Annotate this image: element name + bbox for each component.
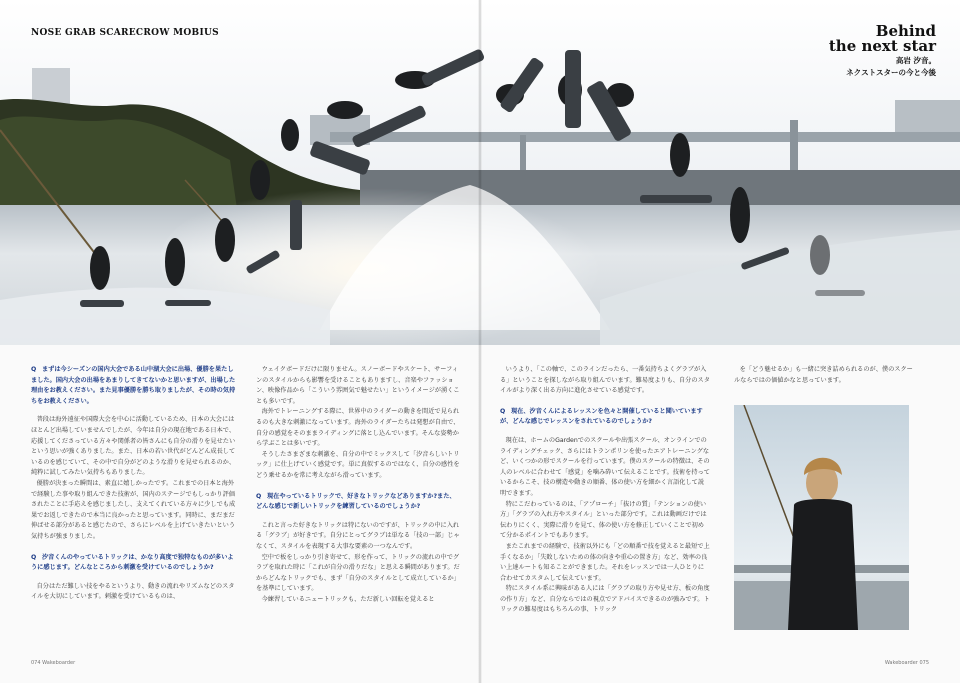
answer-paragraph: 優勝が決まった瞬間は、素直に嬉しかったです。これまでの日本と海外で経験した事や取り組んできた技術が、国内のステージでもしっかり評価されたことに手応えを感じましたし、支えてくれている方々に少しでも成果でお返しできたので本当に良かったと思っています。同時に、まだまだ伸ばせる部分があると感じたので、さらにレベルを上げていきたいという気持ちが強まりました。 — [31, 479, 236, 540]
question-text: まずは今シーズンの国内大会である山中湖大会に出場、優勝を果たしました。国内大会の出場をあまりしてきてないかと思いますが、出場した理由をお教えください。また見事優勝を勝ち取りましたが、その時の気持ちをお教えください。 — [31, 366, 236, 405]
answer-paragraph: 現在は、ホームのGardenでのスクールや出張スクール、オンラインでのライディングチェック、さらにはトランポリンを使ったエアトレーニングなど、いくつかの形でスクールを行っています。僕のスクールの特徴は、その人のレベルに合わせて「感覚」を噛み砕いて伝えることです。技術を持っているからこそ、技の構造や動きの順番、体の使い方を細かく言語化して説明できます。 — [500, 436, 710, 497]
question-marker: Q — [31, 553, 37, 561]
question-marker: Q — [500, 407, 506, 415]
question-text: 現在、汐音くんによるレッスンを色々と開催していると聞いていますが、どんな感じでレッスンをされているのでしょうか? — [500, 407, 703, 426]
answer-paragraph: またこれまでの経験で、技術以外にも「どの順番で技を覚えると最短で上手くなるか」「失敗しないための体の向きや重心の置き方」など、効率の良い上達ルートも知ることができました。それをレッスンでは一人ひとりに合わせてカスタムして伝えています。 — [500, 542, 710, 582]
answer-paragraph: 普段は海外遠征や国際大会を中心に活動しているため、日本の大会にはほとんど出場していませんでしたが、今年は自分の現在地である日本で、応援してくださっている方々や関係者の皆さんにも自分の滑りを見せたいという思いが強くありました。また、日本の若い世代がどんどん成長しているのを感じていて、その中で自分がどのような滑りを見せられるのか、純粋に試してみたい気持ちもありました。 — [31, 416, 236, 477]
text-column-1 — [31, 365, 236, 603]
answer-paragraph: これと言った好きなトリックは特にないのですが、トリックの中に入れる「グラブ」が好きです。自分にとってグラブは単なる「技の一部」じゃなくて、スタイルを表現する大事な要素の一つなんです。 — [256, 521, 460, 550]
article-kicker: NOSE GRAB SCARECROW MOBIUS — [31, 28, 219, 38]
answer-paragraph: 今練習しているニュートリックも、ただ新しい回転を覚えると — [261, 595, 435, 603]
interview-question — [500, 407, 710, 428]
interview-question — [31, 553, 236, 574]
answer-paragraph: 特にこだわっているのは、「アプローチ」「抜けの質」「テンションの使い方」「グラブの入れ方やスタイル」といった部分です。これは動画だけでは伝わりにくく、実際に滑りを見て、体の使い方を修正していくことで初めて分かるポイントでもあります。 — [500, 500, 707, 540]
page-gutter — [478, 0, 482, 683]
text-column-4 — [734, 365, 914, 386]
answer-paragraph: 空中で板をしっかり引き寄せて、形を作って、トリックの流れの中でグラブを取れた時に「これが自分の滑りだな」と思える瞬間があります。だからどんなトリックでも、まず「自分のスタイルとして成立しているか」を基準にしています。 — [256, 553, 460, 593]
question-text: 汐音くんのやっているトリックは、かなり高度で独特なものが多いように感じます。どんなところから刺激を受けているのでしょうか? — [31, 553, 234, 572]
answer-paragraph: ウェイクボードだけに限りません。スノーボードやスケート、サーフィンのスタイルからも影響を受けることもありますし、音楽やファッション、映像作品から「こういう雰囲気で魅せたい」というイメージが湧くことも多いです。 — [256, 366, 460, 405]
rider-portrait-photo — [734, 405, 909, 630]
answer-paragraph: 海外でトレーニングする際に、世界中のライダーの動きを間近で見られるのも大きな刺激になっています。海外のライダーたちは発想が自由で、自分の感覚をそのままライディングに落とし込んでいます。そんな姿勢から学ぶことは多いです。 — [256, 408, 460, 448]
folio-right: Wakeboarder 075 — [884, 660, 929, 666]
interview-question — [256, 492, 461, 513]
answer-paragraph: 自分はただ難しい技をやるというより、動きの流れやリズムなどのスタイルを大切にしています。刺激を受けているものは、 — [31, 582, 235, 601]
answer-paragraph: を「どう魅せるか」も一緒に突き詰められるのが、僕のスクールならではの価値かなと思っています。 — [734, 366, 913, 384]
answer-paragraph: 特にスタイル系に興味がある人には「グラブの取り方や見せ方、板の角度の作り方」など、自分ならではの視点でアドバイスできるのが強みです。トリックの難易度はもちろんの事、トリック — [500, 585, 710, 614]
article-title-line1: Behind — [875, 22, 936, 40]
text-column-3 — [500, 365, 710, 616]
answer-paragraph: いうより、「この軸で、このラインだったら、一番気持ちよくグラブが入る」ということを探しながら取り組んでいます。難易度よりも、自分のスタイルがより深く出る方向に進化させている感覚です。 — [500, 366, 710, 395]
question-marker: Q — [256, 492, 262, 500]
rider-portrait-image — [734, 405, 909, 630]
article-subtitle-line2: ネクストスターの今と今後 — [846, 68, 936, 77]
article-title-block — [829, 24, 936, 78]
question-text: 現在やっているトリックで、好きなトリックなどありますか?また、どんな感じで新しいトリックを練習しているのでしょうか? — [256, 492, 456, 511]
article-subtitle-line1: 高岩 汐音。 — [895, 56, 936, 65]
interview-question — [31, 365, 236, 407]
text-column-2 — [256, 365, 461, 605]
answer-paragraph: そうしたさまざまな刺激を、自分の中でミックスして「汐音らしいトリック」に仕上げていく感覚です。単に真似するのではなく、自分の感性をどう乗せるかを常に考えながら滑っています。 — [256, 450, 460, 479]
article-title-line2: the next star — [828, 37, 936, 55]
folio-left: 074 Wakeboarder — [31, 660, 76, 666]
question-marker: Q — [31, 366, 37, 373]
